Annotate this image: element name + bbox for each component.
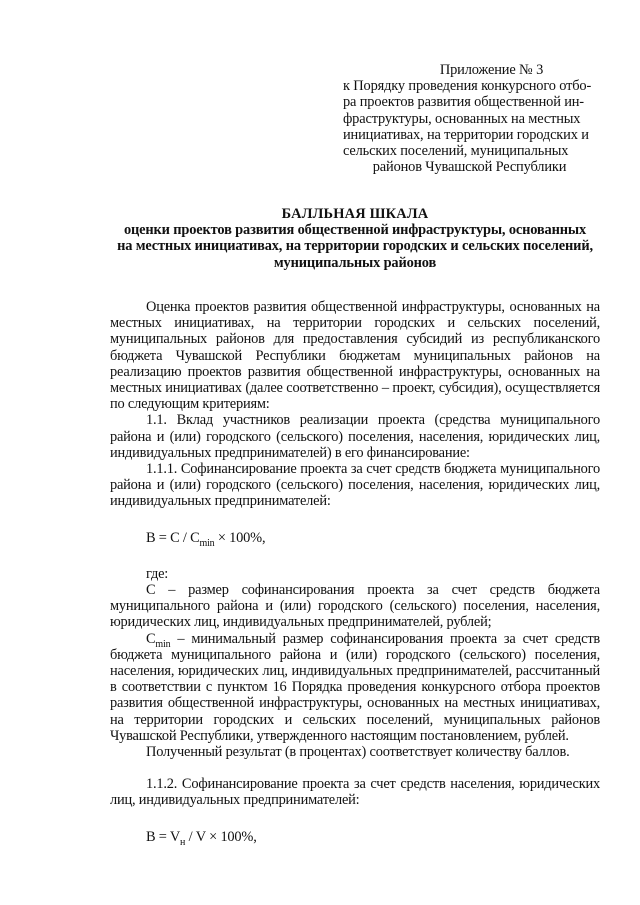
cmin-text: – минимальный размер софинансирования проекта за счет средств бюджета муниципального района и (или) городского (сельского) поселения, населения, юридических лиц, индивидуальных предпринимателей, рассчитанный в соответствии с пунктом 16 Порядка проведения конкурсного отбора проектов развития общественной инфраструктуры, основанных на местных инициативах, на территории городских и сельских поселений, муниципальных районов Чувашской Республики, утвержденного настоящим постановлением, рублей. xyxy=(110,630,600,744)
document-body xyxy=(110,299,600,848)
appendix-header xyxy=(343,62,596,175)
appendix-line: к Порядку проведения конкурсного отбо- xyxy=(343,78,592,95)
formula-1-subscript: min xyxy=(199,537,215,549)
cmin-subscript: min xyxy=(155,638,171,650)
paragraph-1-1: 1.1. Вклад участников реализации проекта (средства муниципального района и (или) городского (сельского) поселения, населения, юридических лиц, индивидуальных предпринимателей) в его финансирование: xyxy=(110,412,600,461)
title-line: муниципальных районов xyxy=(273,254,437,271)
formula-2-lhs: B = V xyxy=(146,828,181,845)
paragraph-1-1-2: 1.1.2. Софинансирование проекта за счет средств населения, юридических лиц, индивидуальных предпринимателей: xyxy=(110,776,600,809)
title-line: на местных инициативах, на территории городских и сельских поселений, xyxy=(117,238,593,255)
definition-c: С – размер софинансирования проекта за счет средств бюджета муниципального района и (или) городского (сельского) поселения, населения, юридических лиц, индивидуальных предпринимателей, рублей; xyxy=(110,582,600,631)
document-title xyxy=(110,206,600,271)
formula-1 xyxy=(110,529,600,549)
formula-2-rhs: / V × 100%, xyxy=(185,828,257,845)
intro-paragraph: Оценка проектов развития общественной инфраструктуры, основанных на местных инициативах, на территории городских и сельских поселений, муниципальных районов для предоставления субсидий из республиканского бюджета Чувашской Республики бюджетам муниципальных районов на реализацию проектов развития общественной инфраструктуры, основанных на местных инициативах (далее соответственно – проект, субсидия), осуществляется по следующим критериям: xyxy=(110,299,600,413)
paragraph-1-1-1: 1.1.1. Софинансирование проекта за счет средств бюджета муниципального района и (или) городского (сельского) поселения, населения, юридических лиц, индивидуальных предпринимателей: xyxy=(110,461,600,510)
formula-2-subscript: н xyxy=(180,836,186,848)
formula-1-lhs: B = C / C xyxy=(146,529,200,546)
appendix-line: ра проектов развития общественной ин- xyxy=(343,94,584,111)
definition-cmin xyxy=(110,631,600,744)
formula-1-rhs: × 100%, xyxy=(214,529,266,546)
appendix-line: районов Чувашской Республики xyxy=(372,159,567,176)
appendix-line: фраструктуры, основанных на местных xyxy=(343,110,581,127)
cmin-symbol: C xyxy=(146,630,156,647)
formula-2 xyxy=(110,828,600,848)
appendix-line: инициативах, на территории городских и xyxy=(343,126,589,143)
title-line: оценки проектов развития общественной инфраструктуры, основанных xyxy=(123,222,587,239)
appendix-line: сельских поселений, муниципальных xyxy=(343,143,569,160)
title-heading: БАЛЛЬНАЯ ШКАЛА xyxy=(281,206,429,222)
appendix-number: Приложение № 3 xyxy=(439,62,544,78)
where-label: где: xyxy=(146,565,169,582)
result-paragraph: Полученный результат (в процентах) соответствует количеству баллов. xyxy=(146,744,570,761)
